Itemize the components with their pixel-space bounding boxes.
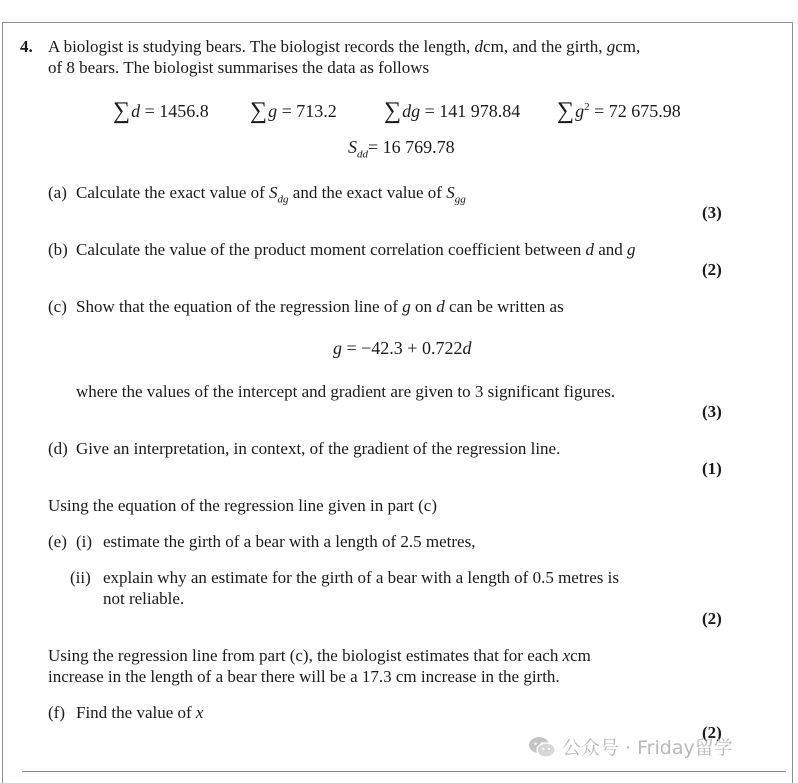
part-f-marks: (2) xyxy=(702,723,722,742)
part-e-ii-line1: explain why an estimate for the girth of a bear with a length of 0.5 metres is xyxy=(103,568,619,587)
part-a-marks: (3) xyxy=(702,203,722,222)
part-e-ii-label: (ii) xyxy=(70,568,91,587)
part-d-label: (d) xyxy=(48,439,68,458)
part-c-text: Show that the equation of the regression line of g on d can be written as xyxy=(76,297,564,316)
regression-equation: g = −42.3 + 0.722d xyxy=(333,338,472,358)
watermark-text: 公众号 · Friday留学 xyxy=(562,737,733,759)
part-a-text: Calculate the exact value of $S_{dg}$ and the exact value of $S_{gg}$ xyxy=(76,183,466,206)
part-c-note: where the values of the intercept and gradient are given to 3 significant figures. xyxy=(76,382,616,401)
part-e-i-text: estimate the girth of a bear with a length of 2.5 metres, xyxy=(103,532,476,551)
part-d-text: Give an interpretation, in context, of the gradient of the regression line. xyxy=(76,439,561,458)
question-intro-line1: A biologist is studying bears. The biologist records the length, dcm, and the girth, gcm, xyxy=(48,37,641,56)
part-a-label: (a) xyxy=(48,183,67,202)
part-f-text: Find the value of x xyxy=(76,703,204,722)
part-e-marks: (2) xyxy=(702,609,722,628)
part-b-label: (b) xyxy=(48,240,68,259)
part-b-marks: (2) xyxy=(702,260,722,279)
using-regression-text: Using the equation of the regression line given in part (c) xyxy=(48,496,437,515)
part-c-label: (c) xyxy=(48,297,67,316)
part-f-intro-line2: increase in the length of a bear there will be a 17.3 cm increase in the girth. xyxy=(48,667,560,686)
sum-g-squared: $\sum g^2 = 72$ 675.98 xyxy=(557,98,681,124)
wechat-icon xyxy=(528,736,556,758)
question-number: 4. xyxy=(20,37,33,56)
part-b-text: Calculate the value of the product moment correlation coefficient between d and g xyxy=(76,240,636,259)
sum-g: ∑g = 713.2 xyxy=(250,98,337,124)
part-f-intro-line1: Using the regression line from part (c), the biologist estimates that for each xcm xyxy=(48,646,591,665)
part-e-label: (e) xyxy=(48,532,67,551)
sum-d: ∑d = 1456.8 xyxy=(113,98,209,124)
part-e-i-label: (i) xyxy=(76,532,93,551)
part-e-ii-line2: not reliable. xyxy=(103,589,185,608)
part-c-marks: (3) xyxy=(702,402,722,421)
bottom-rule xyxy=(22,771,786,772)
sum-dg: ∑dg = 141 978.84 xyxy=(384,98,521,124)
question-intro-line2: of 8 bears. The biologist summarises the data as follows xyxy=(48,58,430,77)
s-dd: $S_{dd}= 16$ 769.78 xyxy=(348,137,455,161)
part-f-label: (f) xyxy=(48,703,65,722)
part-d-marks: (1) xyxy=(702,459,722,478)
watermark xyxy=(528,733,733,760)
